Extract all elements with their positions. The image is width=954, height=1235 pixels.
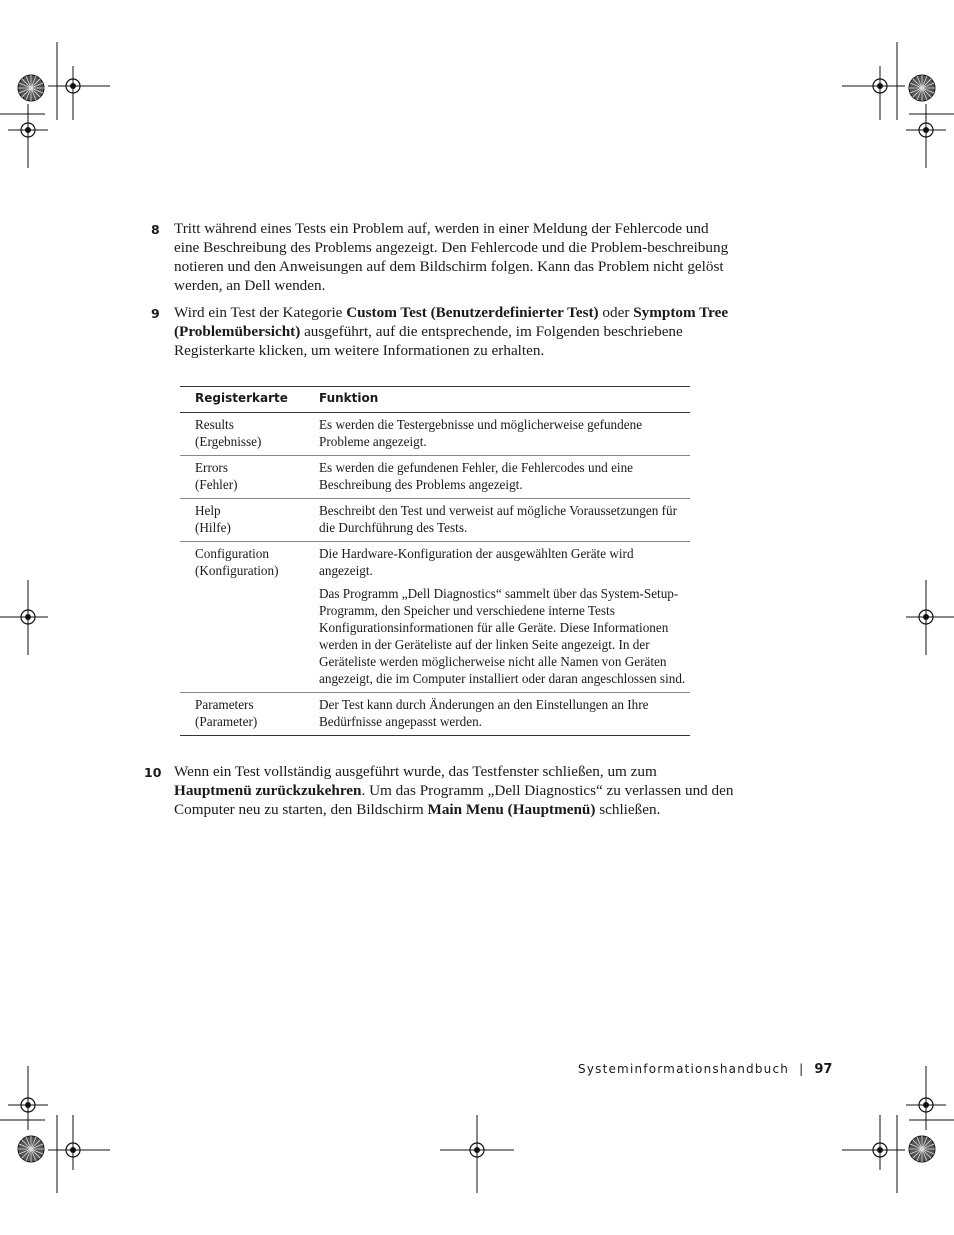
star-target-icon: [909, 1136, 935, 1162]
function-cell: [319, 499, 690, 542]
table-row: [180, 542, 690, 693]
ui-term: Main Menu (Hauptmenü): [427, 801, 596, 818]
ui-term: Custom Test (Benutzerdefinierter Test): [346, 304, 599, 321]
step-number: 9: [151, 306, 160, 321]
tab-name-cell: [180, 693, 319, 736]
tab-name: Parameters: [195, 697, 254, 712]
tab-name-cell: [180, 413, 319, 456]
tab-name-translation: (Ergebnisse): [195, 434, 262, 449]
ui-term: Hauptmenü zurückzukehren: [174, 782, 362, 799]
step-text: [174, 303, 734, 360]
tab-name-cell: [180, 542, 319, 693]
function-text: Es werden die Testergebnisse und möglicherweise gefundene Probleme angezeigt.: [319, 417, 643, 449]
page-footer: [578, 1062, 832, 1077]
column-header: Registerkarte: [180, 387, 319, 413]
step-text: [174, 762, 734, 819]
tab-name: Errors: [195, 460, 228, 475]
table-row: [180, 693, 690, 736]
column-header: Funktion: [319, 387, 690, 413]
tab-function-table: [180, 386, 690, 736]
tab-name-translation: (Fehler): [195, 477, 238, 492]
text-run: schließen.: [595, 801, 661, 818]
function-cell: [319, 542, 690, 693]
tab-name-cell: [180, 499, 319, 542]
step-text: Tritt während eines Tests ein Problem auf, werden in einer Meldung der Fehlercode und eine Beschreibung des Problems angezeigt. Den Fehlercode und die Problem-beschreibung notieren und den Anweisungen auf dem Bildschirm folgen. Kann das Problem nicht gelöst werden, an Dell wenden.: [174, 220, 729, 294]
function-text: Es werden die gefundenen Fehler, die Fehlercodes und eine Beschreibung des Problems angezeigt.: [319, 460, 634, 492]
step-number: 8: [151, 222, 160, 237]
table-row: [180, 456, 690, 499]
tab-name-translation: (Konfiguration): [195, 563, 279, 578]
tab-name-translation: (Parameter): [195, 714, 258, 729]
table-row: [180, 499, 690, 542]
function-cell: [319, 693, 690, 736]
star-target-icon: [18, 1136, 44, 1162]
function-cell: [319, 456, 690, 499]
tab-name: Results: [195, 417, 234, 432]
page-number: 97: [814, 1062, 833, 1077]
footer-title: Systeminformationshandbuch: [578, 1062, 790, 1076]
star-target-icon: [909, 75, 935, 101]
star-target-icon: [18, 75, 44, 101]
table-row: [180, 413, 690, 456]
table-header-row: [180, 387, 690, 413]
tab-name: Configuration: [195, 546, 269, 561]
text-run: oder: [598, 304, 634, 321]
function-text: Das Programm „Dell Diagnostics“ sammelt über das System-Setup-Programm, den Speicher und verschiedene interne Tests Konfigurationsinformationen für alle Geräte. Diese Informationen werden in der Geräteliste auf der linken Seite angezeigt. In der Geräteliste werden möglicherweise nicht alle Namen von Geräten angezeigt, die im Computer installiert oder daran angeschlossen sind.: [319, 586, 686, 686]
function-cell: [319, 413, 690, 456]
step-number: 10: [144, 765, 162, 780]
function-text: Beschreibt den Test und verweist auf mögliche Voraussetzungen für die Durchführung des Tests.: [319, 503, 677, 535]
function-text: Der Test kann durch Änderungen an den Einstellungen an Ihre Bedürfnisse angepasst werden.: [319, 697, 649, 729]
function-text: Die Hardware-Konfiguration der ausgewählten Geräte wird angezeigt.: [319, 546, 634, 578]
text-run: . Um das Programm „Dell Diagnostics“ zu verlassen und den Computer neu zu starten, den Bildschirm: [174, 782, 734, 818]
tab-name-translation: (Hilfe): [195, 520, 231, 535]
text-run: Wird ein Test der Kategorie: [174, 304, 347, 321]
tab-name: Help: [195, 503, 221, 518]
tab-name-cell: [180, 456, 319, 499]
footer-separator: |: [799, 1062, 805, 1076]
text-run: Wenn ein Test vollständig ausgeführt wurde, das Testfenster schließen, um zum: [174, 763, 657, 780]
text-run: ausgeführt, auf die entsprechende, im Folgenden beschriebene Registerkarte klicken, um weitere Informationen zu erhalten.: [174, 323, 683, 359]
ui-term: Symptom Tree (Problemübersicht): [174, 304, 729, 340]
